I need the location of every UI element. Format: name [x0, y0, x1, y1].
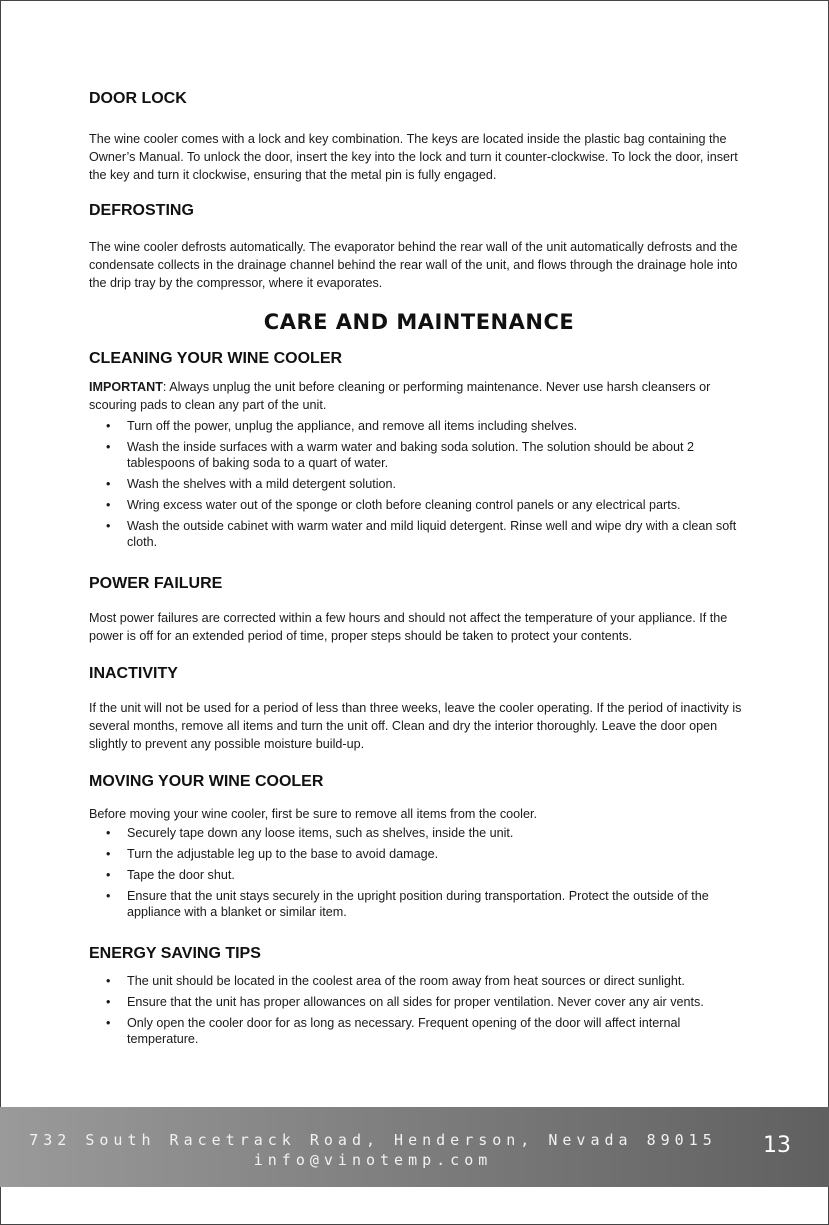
list-item: • Ensure that the unit has proper allowances on all sides for proper ventilation. Never cover any air vents. [89, 994, 749, 1010]
cleaning-important [89, 378, 749, 414]
footer-email-link[interactable]: info@vinotemp.com [253, 1151, 493, 1169]
cleaning-heading: CLEANING YOUR WINE COOLER [89, 350, 343, 367]
list-item: • Wash the shelves with a mild detergent solution. [89, 476, 749, 492]
list-item: • Securely tape down any loose items, such as shelves, inside the unit. [89, 825, 749, 841]
list-item: • Ensure that the unit stays securely in the upright position during transportation. Protect the outside of the appliance with a blanket or similar item. [89, 888, 749, 920]
list-item: • Tape the door shut. [89, 867, 749, 883]
care-maintenance-title: CARE AND MAINTENANCE [263, 310, 575, 334]
list-item: • Turn the adjustable leg up to the base to avoid damage. [89, 846, 749, 862]
list-item: • Wash the outside cabinet with warm water and mild liquid detergent. Rinse well and wipe dry with a clean soft cloth. [89, 518, 749, 550]
inactivity-body: If the unit will not be used for a period of less than three weeks, leave the cooler operating. If the period of inactivity is several months, remove all items and turn the unit off. Clean and dry the interior thoroughly. Leave the door open slightly to prevent any possible moisture build-up. [89, 701, 742, 751]
inactivity-heading: INACTIVITY [89, 665, 178, 682]
footer-bar [0, 1107, 829, 1187]
energy-heading: ENERGY SAVING TIPS [89, 945, 261, 962]
moving-heading: MOVING YOUR WINE COOLER [89, 773, 324, 790]
door-lock-body: The wine cooler comes with a lock and key combination. The keys are located inside the plastic bag containing the Owner’s Manual. To unlock the door, insert the key into the lock and turn it counter-clockwise. To lock the door, insert the key and turn it clockwise, ensuring that the metal pin is fully engaged. [89, 132, 738, 182]
important-text: : Always unplug the unit before cleaning or performing maintenance. Never use harsh cleansers or scouring pads to clean any part of the unit. [89, 380, 711, 412]
energy-list [89, 973, 749, 1047]
defrosting-heading: DEFROSTING [89, 202, 194, 219]
moving-intro: Before moving your wine cooler, first be sure to remove all items from the cooler. [89, 807, 537, 821]
moving-list [89, 825, 749, 920]
list-item: • Only open the cooler door for as long as necessary. Frequent opening of the door will affect internal temperature. [89, 1015, 749, 1047]
list-item: • Wash the inside surfaces with a warm water and baking soda solution. The solution should be about 2 tablespoons of baking soda to a quart of water. [89, 439, 749, 471]
defrosting-body: The wine cooler defrosts automatically. The evaporator behind the rear wall of the unit automatically defrosts and the condensate collects in the drainage channel behind the rear wall of the unit, and flows through the drainage hole into the drip tray by the compressor, where it evaporates. [89, 240, 738, 290]
door-lock-heading: DOOR LOCK [89, 90, 187, 107]
list-item: • Wring excess water out of the sponge or cloth before cleaning control panels or any electrical parts. [89, 497, 749, 513]
important-label: IMPORTANT [89, 380, 163, 394]
page-number: 13 [763, 1133, 791, 1158]
power-failure-heading: POWER FAILURE [89, 575, 223, 592]
list-item: • Turn off the power, unplug the appliance, and remove all items including shelves. [89, 418, 749, 434]
footer-address: 732 South Racetrack Road, Henderson, Nevada 89015 [29, 1131, 717, 1149]
list-item: • The unit should be located in the coolest area of the room away from heat sources or direct sunlight. [89, 973, 749, 989]
manual-content [89, 88, 749, 1052]
power-failure-body: Most power failures are corrected within a few hours and should not affect the temperature of your appliance. If the power is off for an extended period of time, proper steps should be taken to protect your contents. [89, 611, 728, 643]
cleaning-list [89, 418, 749, 550]
